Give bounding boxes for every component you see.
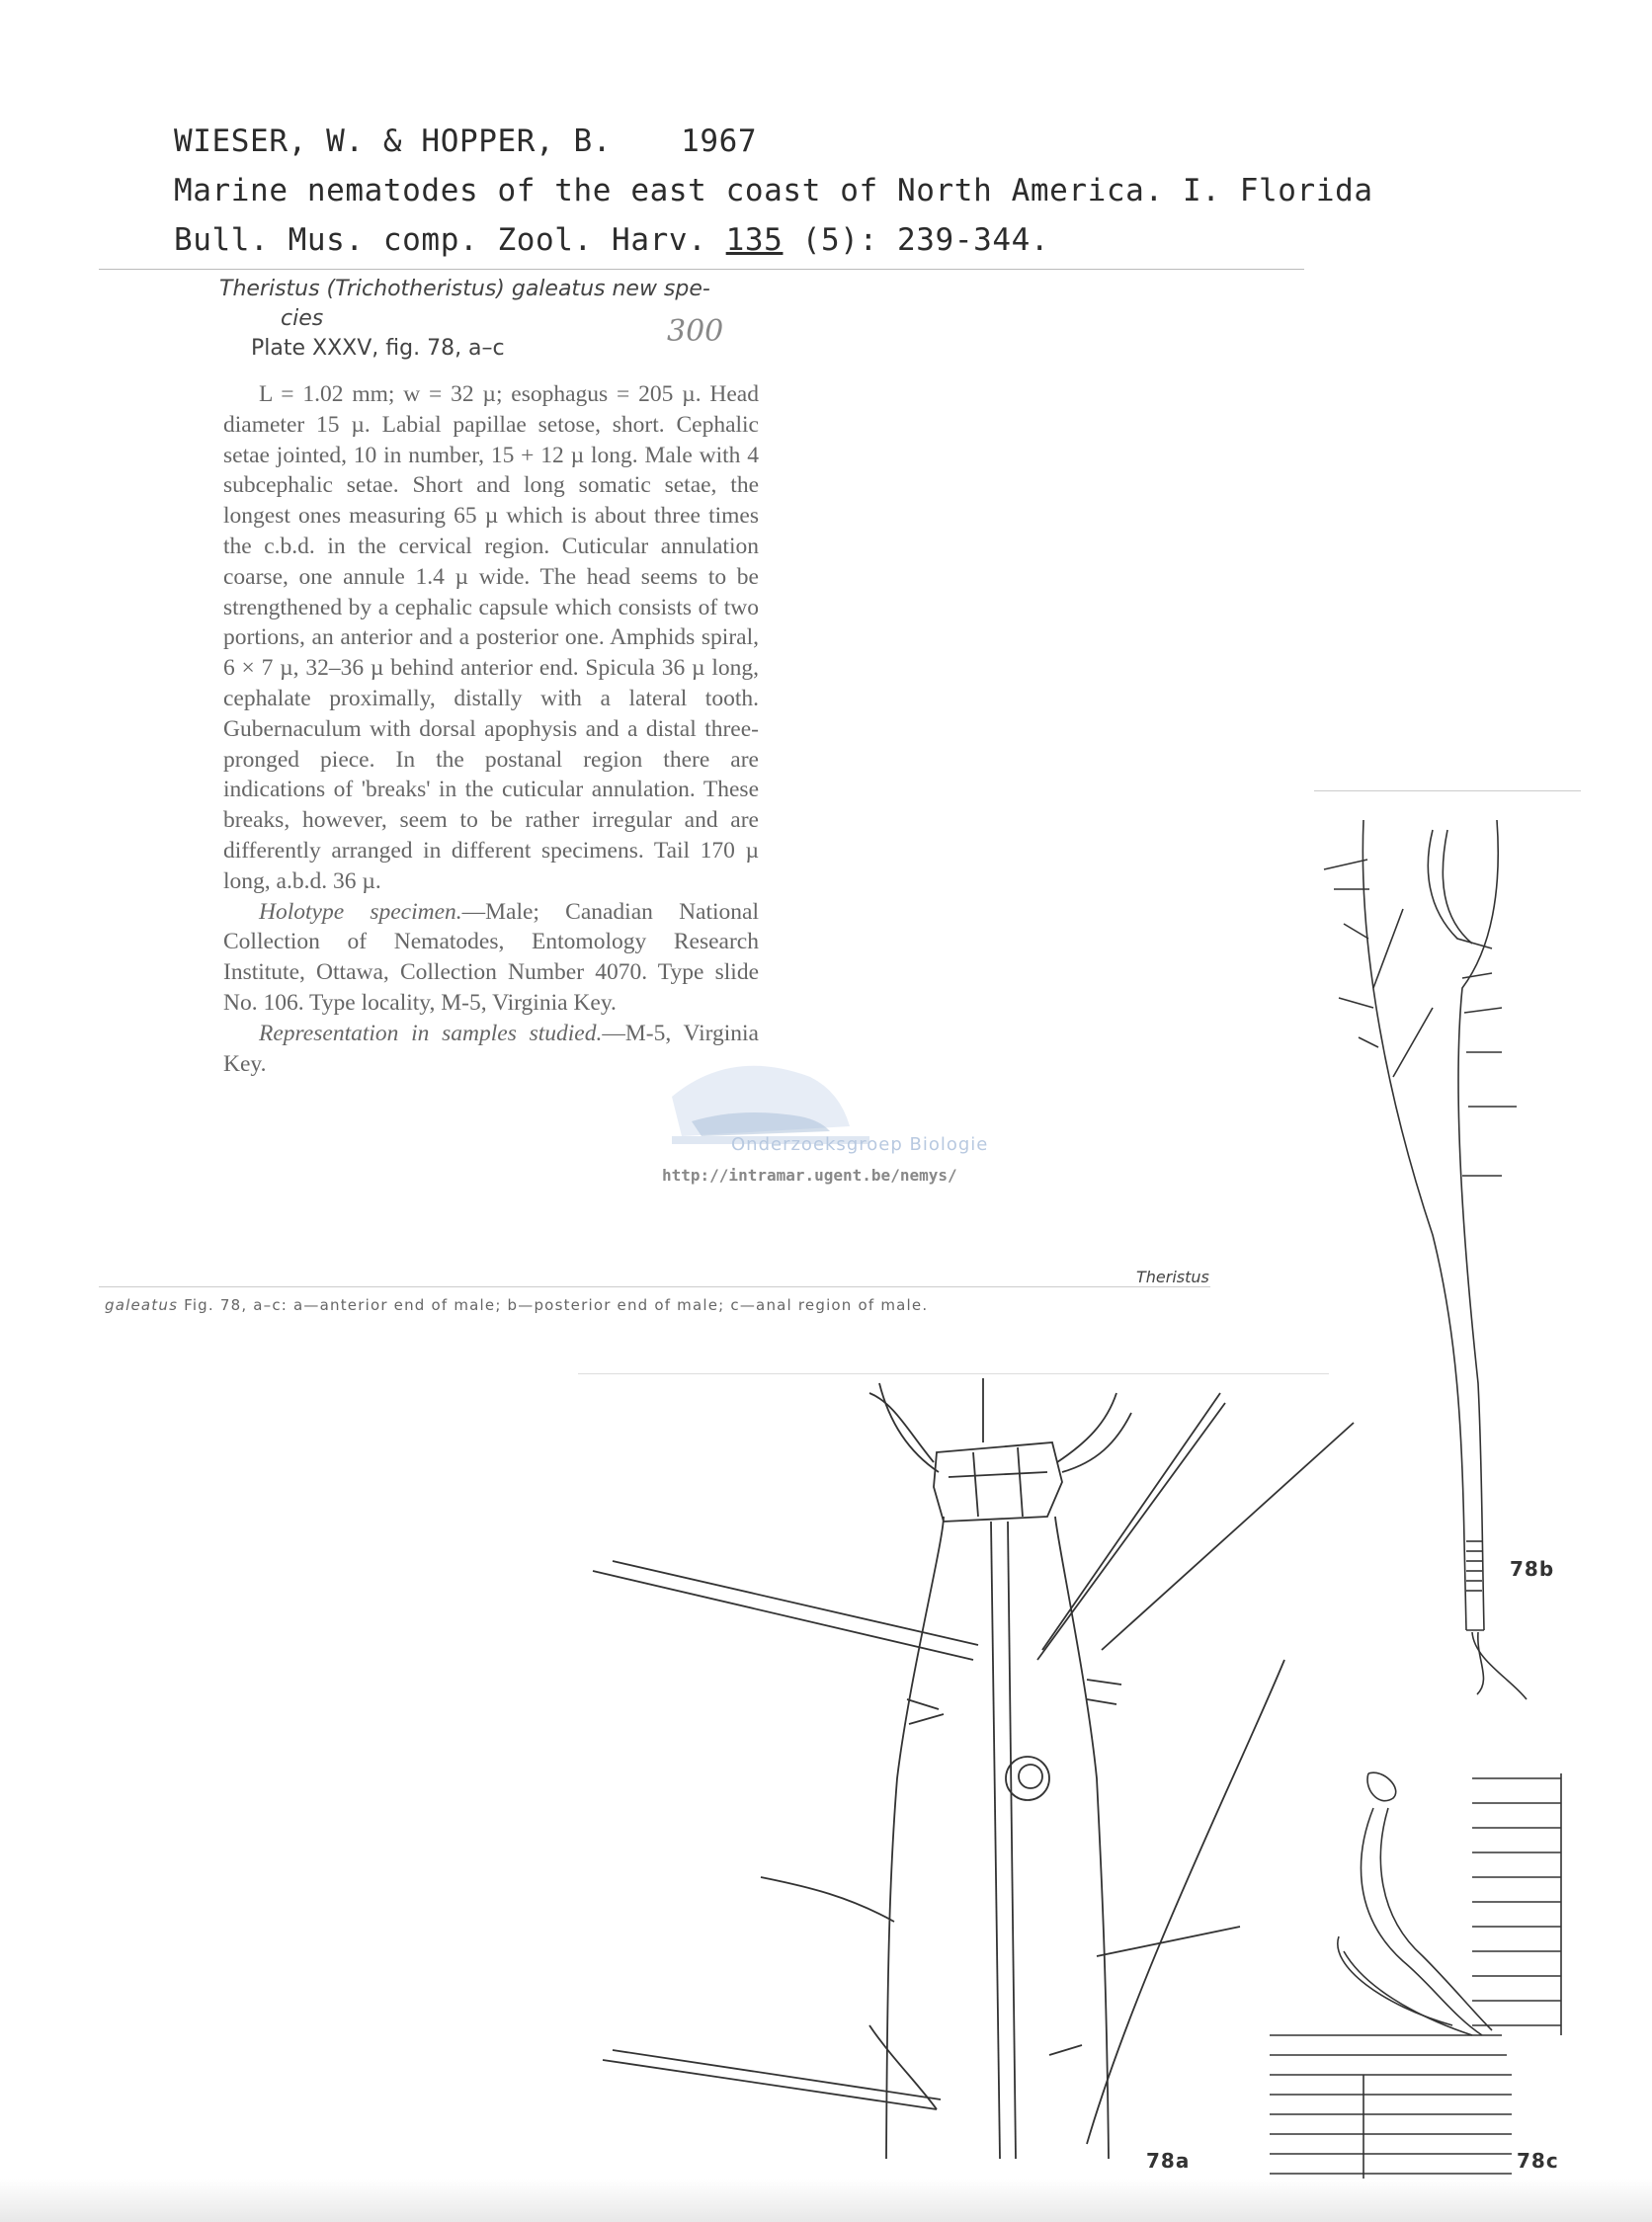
plate-reference: Plate XXXV, fig. 78, a–c [251, 336, 505, 361]
description-paragraph: L = 1.02 mm; w = 32 µ; esophagus = 205 µ. Head diameter 15 µ. Labial papillae setose, short. Cephalic setae jointed, 10 in number, 15 + 12 µ long. Male with 4 subcephalic setae. Short and long somatic setae, the longest ones measuring 65 µ which is about three times the c.b.d. in the cervical region. Cuticular annulation coarse, one annule 1.4 µ wide. The head seems to be strengthened by a cephalic capsule which consists of two portions, an anterior and a posterior one. Amphids spiral, 6 × 7 µ, 32–36 µ behind anterior end. Spicula 36 µ long, cephalate proximally, distally with a lateral tooth. Gubernaculum with dorsal apophysis and a distal three-pronged piece. In the postanal region there are indications of 'breaks' in the cuticular annulation. These breaks, however, seem to be rather irregular and are differently arranged in different specimens. Tail 170 µ long, a.b.d. 36 µ. [223, 381, 759, 894]
reference-year: 1967 [681, 123, 758, 159]
figure-78c-drawing [1270, 1772, 1561, 2179]
holotype-text: —Male; Canadian National Collection of Nematodes, Entomology Research Institute, Ottawa, Collection Number 4070. Type slide No. 106. Type locality, M-5, Virginia Key. [223, 898, 759, 1016]
figure-label-78b: 78b [1510, 1557, 1555, 1581]
handwritten-annotation: 300 [667, 314, 724, 349]
caption-species: galeatus [105, 1296, 179, 1314]
species-name: Theristus (Trichotheristus) galeatus new spe- [219, 277, 710, 301]
figure-label-78c: 78c [1517, 2149, 1559, 2173]
representation-label: Representation in samples studied. [259, 1020, 603, 1046]
reference-volume: 135 [725, 222, 784, 258]
watermark-group-text: Onderzoeksgroep Biologie [731, 1134, 989, 1155]
reference-title: Marine nematodes of the east coast of North America. I. Florida [174, 173, 1373, 208]
representation-text: —M-5, Virginia Key. [223, 1020, 759, 1077]
species-name-continued: cies [281, 306, 324, 331]
figure-78a-drawing [593, 1378, 1354, 2159]
figure-title: Theristus [1136, 1268, 1209, 1286]
reference-journal: Bull. Mus. comp. Zool. Harv. [174, 222, 726, 258]
scan-edge-shadow [0, 2179, 1652, 2222]
reference-pages: (5): 239-344. [783, 222, 1050, 258]
figure-78b-drawing [1324, 820, 1527, 1699]
holotype-label: Holotype specimen. [259, 898, 462, 925]
watermark-url[interactable]: http://intramar.ugent.be/nemys/ [662, 1166, 957, 1185]
reference-authors: WIESER, W. & HOPPER, B. [174, 123, 613, 159]
caption-text: Fig. 78, a–c: a—anterior end of male; b—posterior end of male; c—anal region of male. [178, 1296, 929, 1314]
figure-label-78a: 78a [1146, 2149, 1191, 2173]
